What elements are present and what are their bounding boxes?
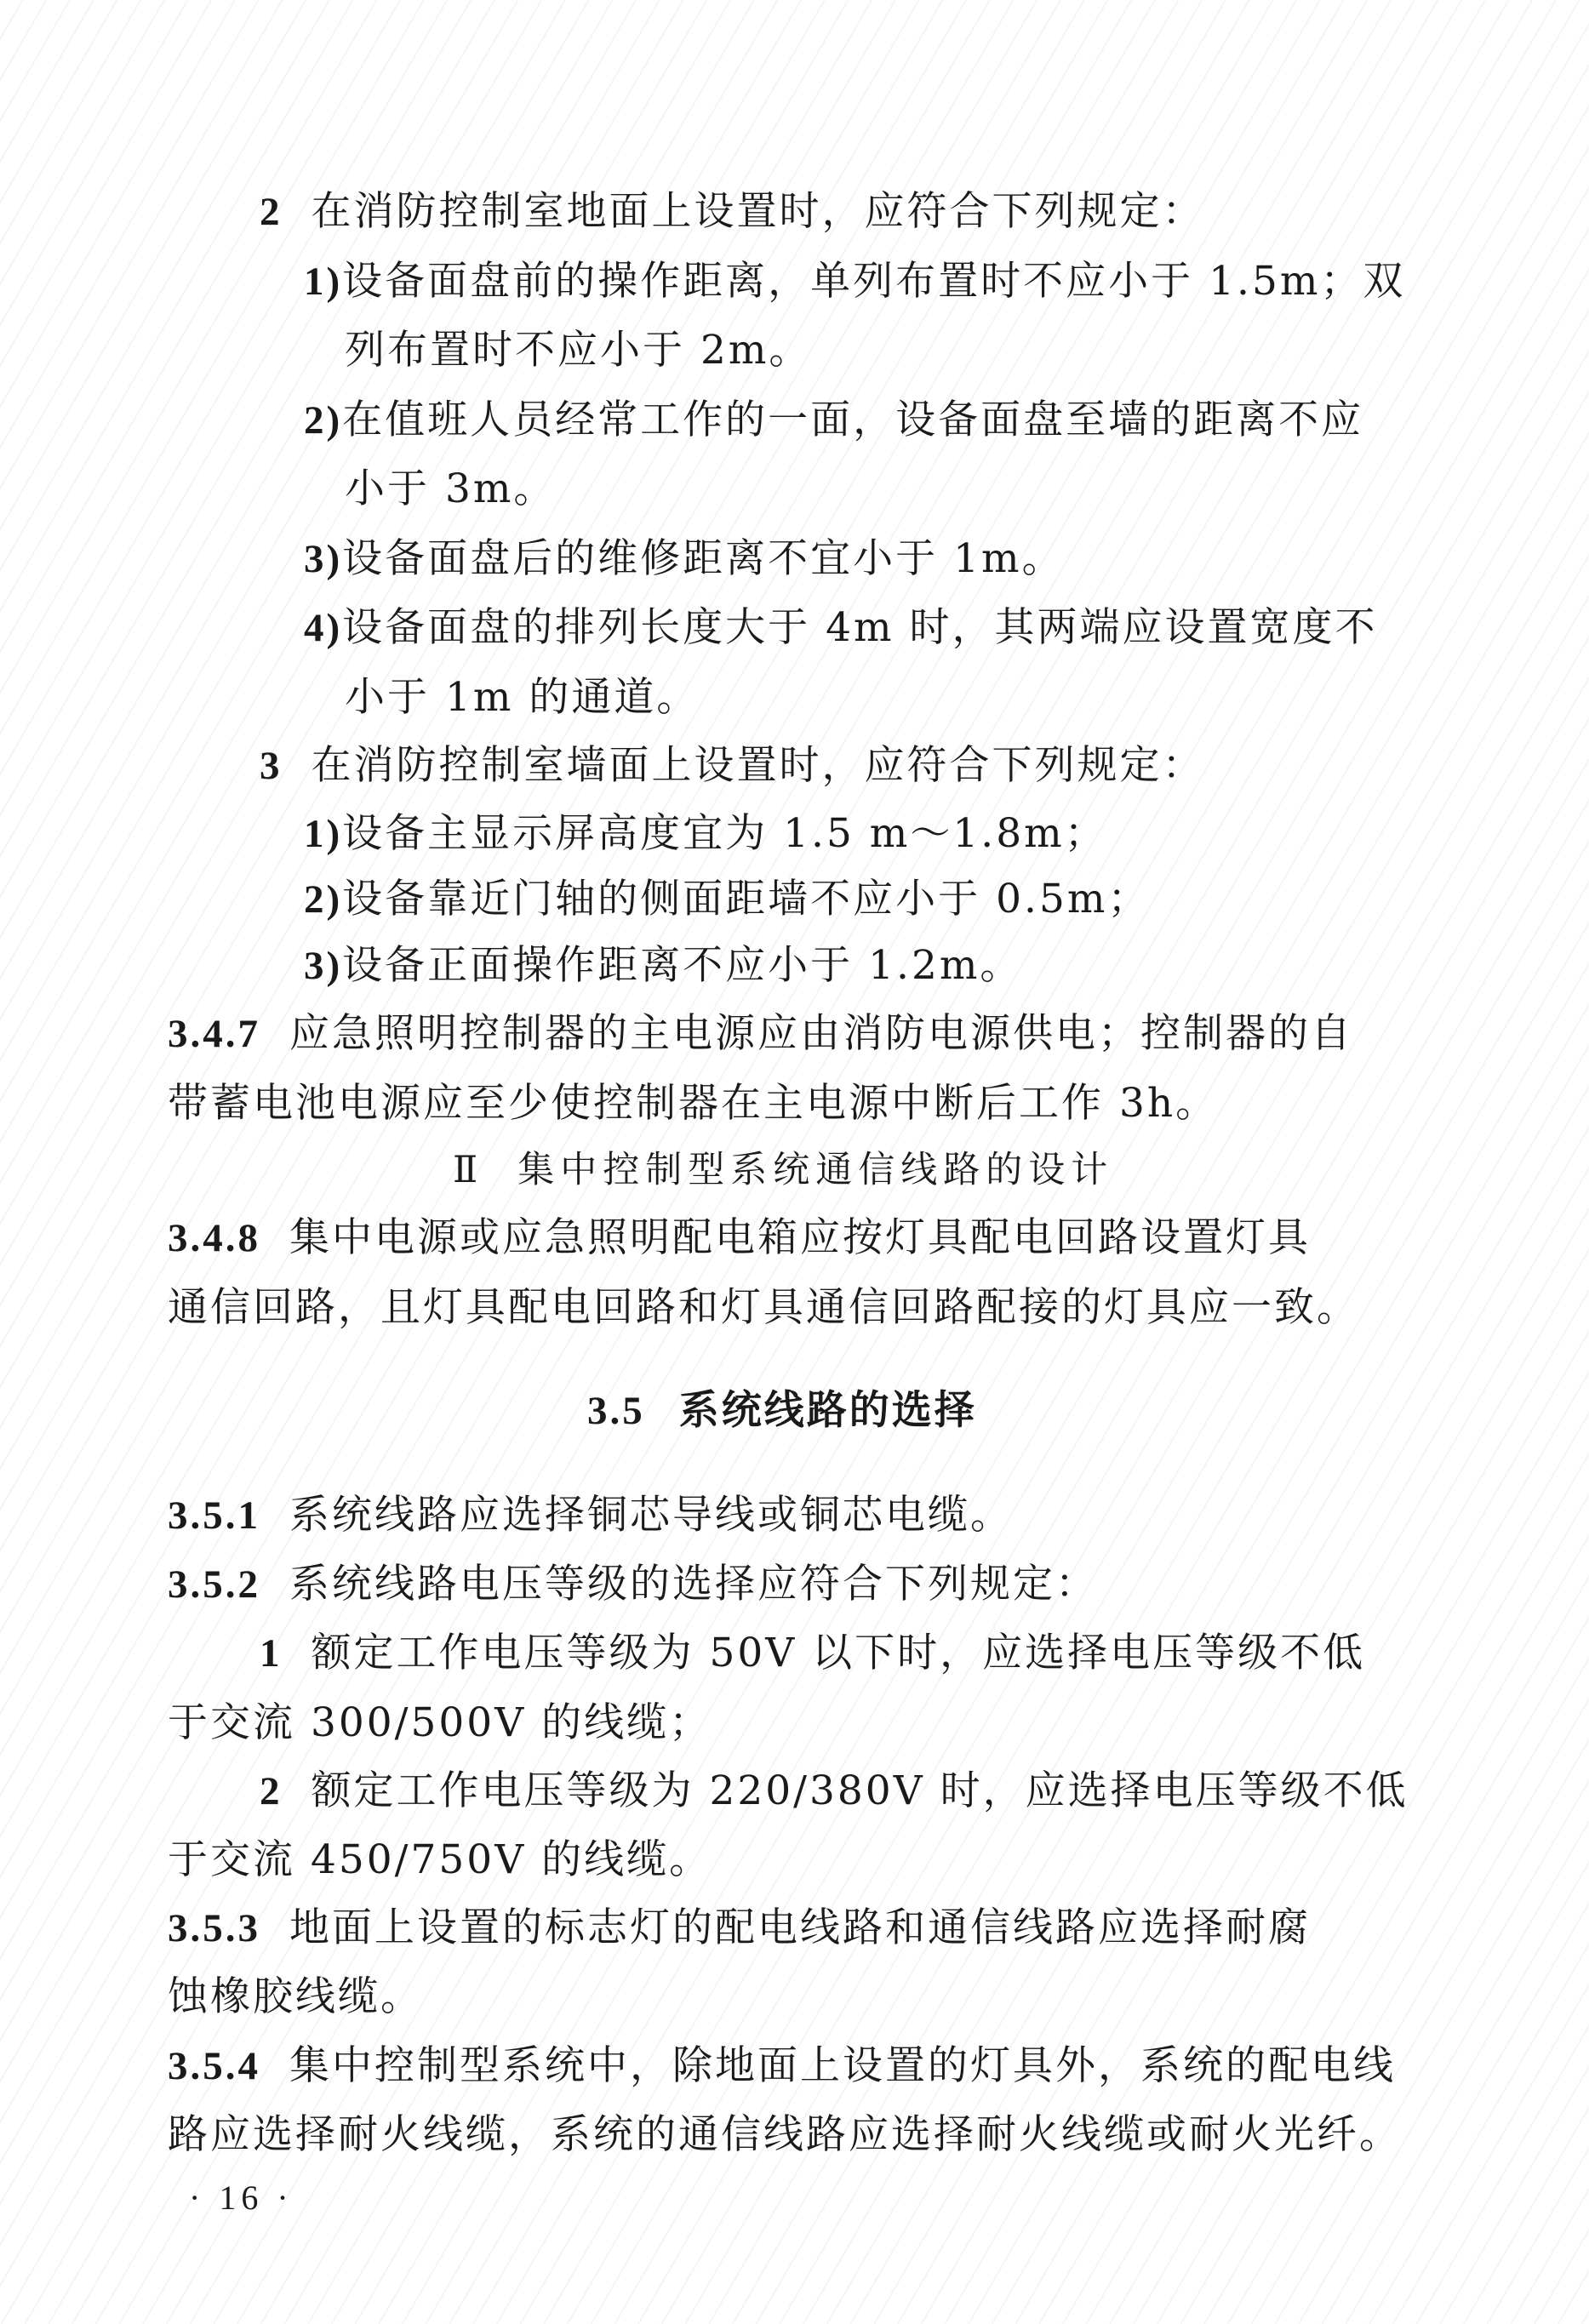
subitem-number: 4) [304,606,343,650]
subitem-text: 设备主显示屏高度宜为 1.5 m～1.8m； [342,810,1107,857]
item-number: 2 [260,190,283,234]
clause-text: 系统线路应选择铜芯导线或铜芯电缆。 [289,1492,1013,1539]
subitem-2-1-cont: 列布置时不应小于 2m。 [345,327,812,374]
section-number: 3.5 [587,1389,645,1433]
clause-text: 集中电源或应急照明配电箱应按灯具配电回路设置灯具 [289,1214,1311,1261]
clause-number: 3.5.4 [168,2044,260,2088]
clause-3-5-3 [168,1894,1589,1962]
item-number: 3 [260,744,283,788]
subitem-3-3 [304,932,1589,1000]
subsection-heading [453,1136,1589,1204]
clause-number: 3.5.2 [168,1562,260,1607]
clause-3-5-1 [168,1482,1589,1550]
roman-numeral: Ⅱ [453,1149,484,1191]
clause-number: 3.5.3 [168,1906,260,1950]
item-text: 在消防控制室墙面上设置时，应符合下列规定： [311,742,1205,789]
clause-3-4-7-cont: 带蓄电池电源应至少使控制器在主电源中断后工作 3h。 [168,1080,1219,1127]
subitem-2-4 [304,594,1589,662]
clause-3-5-2-item-1 [260,1619,1589,1687]
clause-3-5-2 [168,1550,1589,1619]
clause-text: 地面上设置的标志灯的配电线路和通信线路应选择耐腐 [289,1904,1311,1951]
clause-3-5-4-cont: 路应选择耐火线缆，系统的通信线路应选择耐火线缆或耐火光纤。 [168,2111,1402,2158]
subitem-2-2 [304,386,1589,454]
item-number: 2 [260,1769,283,1813]
subitem-2-2-cont: 小于 3m。 [345,465,557,512]
subitem-number: 1) [304,260,343,304]
clause-text: 应急照明控制器的主电源应由消防电源供电；控制器的自 [289,1010,1353,1057]
item-3 [260,732,1589,800]
subitem-text: 设备面盘的排列长度大于 4m 时，其两端应设置宽度不 [342,604,1378,651]
subitem-2-3 [304,525,1589,593]
item-2 [260,178,1589,246]
subitem-number: 3) [304,537,343,581]
clause-3-5-3-cont: 蚀橡胶线缆。 [168,1973,423,2020]
section-title: 系统线路的选择 [678,1387,977,1434]
item-text: 额定工作电压等级为 220/380V 时，应选择电压等级不低 [311,1767,1409,1814]
clause-3-4-7 [168,1000,1589,1068]
clause-3-5-4 [168,2032,1589,2100]
item-text: 额定工作电压等级为 50V 以下时，应选择电压等级不低 [311,1630,1366,1676]
subitem-3-1 [304,800,1589,868]
clause-text: 系统线路电压等级的选择应符合下列规定： [289,1561,1098,1607]
clause-3-4-8-cont: 通信回路，且灯具配电回路和灯具通信回路配接的灯具应一致。 [168,1284,1359,1331]
clause-3-5-2-item-2 [260,1757,1589,1825]
subitem-2-1 [304,248,1589,316]
subitem-text: 设备靠近门轴的侧面距墙不应小于 0.5m； [342,876,1151,922]
item-number: 1 [260,1631,283,1676]
subitem-text: 设备正面操作距离不应小于 1.2m。 [342,942,1023,989]
subsection-title: 集中控制型系统通信线路的设计 [517,1149,1114,1191]
page-number: · 16 · [189,2178,294,2217]
clause-number: 3.4.8 [168,1216,260,1260]
clause-3-5-2-item-1-cont: 于交流 300/500V 的线缆； [168,1699,712,1746]
subitem-text: 在值班人员经常工作的一面，设备面盘至墙的距离不应 [342,397,1364,443]
subitem-text: 设备面盘前的操作距离，单列布置时不应小于 1.5m；双 [342,258,1406,305]
clause-number: 3.5.1 [168,1493,260,1538]
subitem-number: 1) [304,812,343,856]
subitem-3-2 [304,865,1589,934]
clause-3-5-2-item-2-cont: 于交流 450/750V 的线缆。 [168,1836,712,1883]
subitem-text: 设备面盘后的维修距离不宜小于 1m。 [342,535,1065,582]
clause-3-4-8 [168,1204,1589,1272]
clause-number: 3.4.7 [168,1012,260,1056]
subitem-number: 3) [304,944,343,988]
subitem-2-4-cont: 小于 1m 的通道。 [345,674,700,721]
section-heading [587,1377,1589,1445]
clause-text: 集中控制型系统中，除地面上设置的灯具外，系统的配电线 [289,2042,1396,2089]
subitem-number: 2) [304,877,343,922]
item-text: 在消防控制室地面上设置时，应符合下列规定： [311,188,1205,235]
subitem-number: 2) [304,398,343,443]
